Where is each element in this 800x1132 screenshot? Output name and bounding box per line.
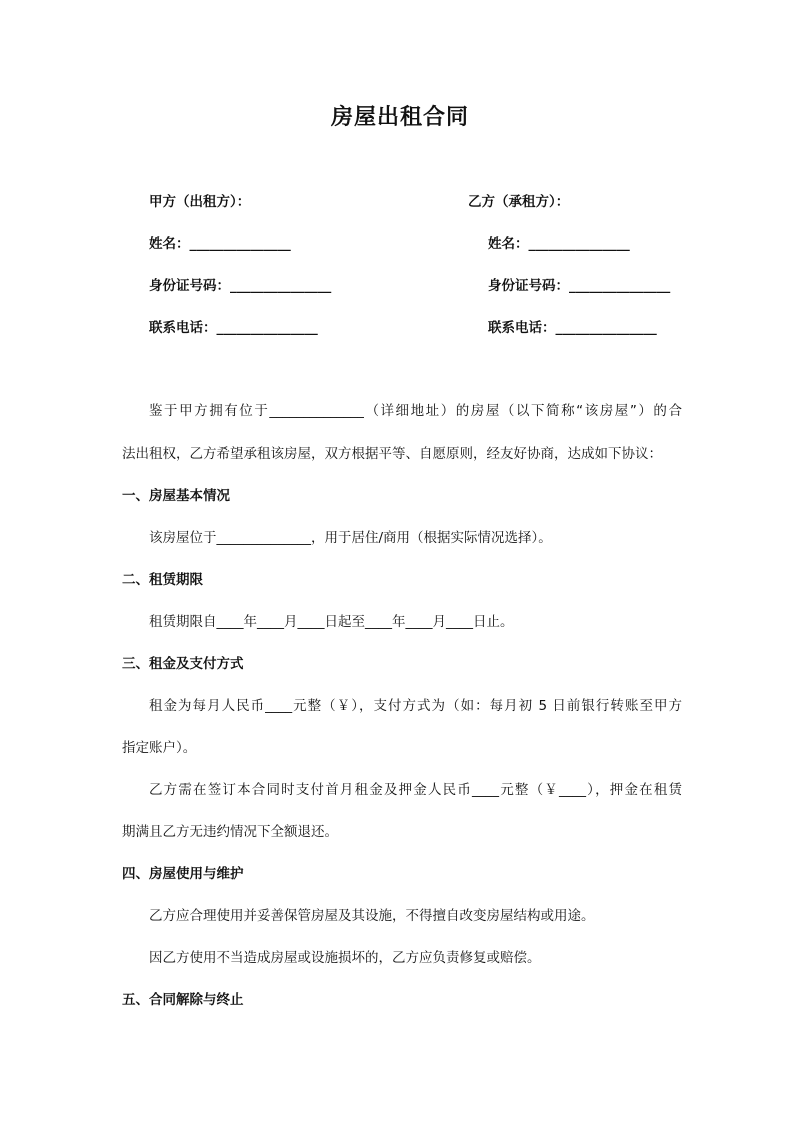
party-b-phone-field: 联系电话：_______________ <box>488 320 657 336</box>
section-4-heading: 四、房屋使用与维护 <box>122 866 244 882</box>
party-b-id-field: 身份证号码：_______________ <box>488 278 671 294</box>
section-4-paragraph-1: 乙方应合理使用并妥善保管房屋及其设施，不得擅自改变房屋结构或用途。 <box>149 908 595 924</box>
party-a-phone-field: 联系电话：_______________ <box>149 320 318 336</box>
section-3-paragraph-2-line-2: 期满且乙方无违约情况下全额退还。 <box>122 824 338 840</box>
page-title: 房屋出租合同 <box>330 105 469 130</box>
section-3-paragraph-1-line-1: 租金为每月人民币____元整（￥），支付方式为（如：每月初 5 日前银行转账至甲方 <box>149 698 682 714</box>
section-1-heading: 一、房屋基本情况 <box>122 488 230 504</box>
intro-line-2: 法出租权，乙方希望承租该房屋，双方根据平等、自愿原则，经友好协商，达成如下协议： <box>122 446 662 462</box>
party-a-heading: 甲方（出租方）： <box>149 194 251 210</box>
section-3-paragraph-1-line-2: 指定账户）。 <box>122 740 197 756</box>
section-2-heading: 二、租赁期限 <box>122 572 203 588</box>
party-b-name-field: 姓名：_______________ <box>488 236 630 252</box>
section-3-heading: 三、租金及支付方式 <box>122 656 244 672</box>
section-3-paragraph-2-line-1: 乙方需在签订本合同时支付首月租金及押金人民币____元整（￥____），押金在租赁 <box>149 782 682 798</box>
section-5-heading: 五、合同解除与终止 <box>122 992 244 1008</box>
section-2-paragraph: 租赁期限自____年____月____日起至____年____月____日止。 <box>149 614 514 630</box>
party-b-heading: 乙方（承租方）： <box>468 194 570 210</box>
party-a-id-field: 身份证号码：_______________ <box>149 278 332 294</box>
section-1-paragraph: 该房屋位于______________，用于居住/商用（根据实际情况选择）。 <box>149 530 552 546</box>
intro-line-1: 鉴于甲方拥有位于______________（详细地址）的房屋（以下简称“该房屋”）的合 <box>149 403 682 419</box>
section-4-paragraph-2: 因乙方使用不当造成房屋或设施损坏的，乙方应负责修复或赔偿。 <box>149 950 541 966</box>
party-a-name-field: 姓名：_______________ <box>149 236 291 252</box>
